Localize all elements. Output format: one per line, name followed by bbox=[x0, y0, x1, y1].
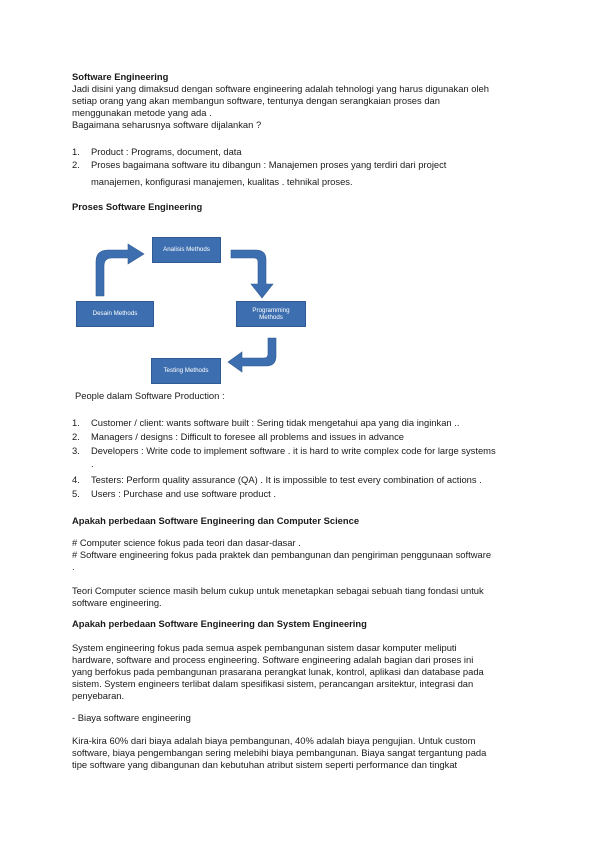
arrow-programming-to-testing bbox=[228, 338, 276, 372]
intro-line: Jadi disini yang dimaksud dengan software engineering adalah tehnologi yang harus digunakan oleh bbox=[72, 83, 489, 94]
biaya-paragraph-line: software, biaya pengembangan sering melebihi biaya pembangunan. Biaya sangat tergantung pada bbox=[72, 747, 487, 758]
testing-methods-box: Testing Methods bbox=[151, 358, 221, 384]
biaya-paragraph-line: tipe software yang dibangunan dan kebutuhan atribut sistem seperti performance dan tingkat bbox=[72, 759, 458, 770]
list-number: 4. bbox=[72, 474, 80, 485]
list-number: 1. bbox=[72, 417, 80, 428]
list-number: 3. bbox=[72, 445, 80, 456]
intro-line: setiap orang yang akan membangun software, tentunya dengan serangkaian proses dan bbox=[72, 95, 440, 106]
people-heading: People dalam Software Production : bbox=[75, 390, 225, 401]
list-item: Proses bagaimana software itu dibangun : Manajemen proses yang terdiri dari project bbox=[91, 159, 447, 170]
list-number: 5. bbox=[72, 488, 80, 499]
list-item: Developers : Write code to implement software . it is hard to write complex code for large systems bbox=[91, 445, 496, 456]
arrow-analisis-to-programming bbox=[231, 250, 273, 298]
list-item: Product : Programs, document, data bbox=[91, 146, 242, 157]
arrow-design-to-analisis bbox=[96, 244, 144, 296]
analisis-methods-box: Analisis Methods bbox=[152, 237, 221, 263]
list-number: 2. bbox=[72, 431, 80, 442]
cs-line: . bbox=[72, 561, 75, 572]
se-paragraph-line: hardware, software and process engineering. Software engineering adalah bagian dari proses ini bbox=[72, 654, 474, 665]
list-item-continuation: . bbox=[91, 458, 94, 469]
list-number: 2. bbox=[72, 159, 80, 170]
programming-methods-box: Programming Methods bbox=[236, 301, 306, 327]
cs-line: # Computer science fokus pada teori dan dasar-dasar . bbox=[72, 537, 301, 548]
cs-paragraph-line: Teori Computer science masih belum cukup untuk menetapkan sebagai sebuah tiang fondasi untuk bbox=[72, 585, 484, 596]
question-line: Bagaimana seharusnya software dijalankan ? bbox=[72, 119, 262, 130]
se-paragraph-line: penyebaran. bbox=[72, 690, 125, 701]
biaya-heading: - Biaya software engineering bbox=[72, 712, 191, 723]
list-item-continuation: manajemen, konfigurasi manajemen, kualitas . tehnikal proses. bbox=[91, 176, 353, 187]
list-item: Customer / client: wants software built : Sering tidak mengetahui apa yang dia inginkan .. bbox=[91, 417, 460, 428]
cs-paragraph-line: software engineering. bbox=[72, 597, 162, 608]
list-item: Managers / designs : Difficult to foresee all problems and issues in advance bbox=[91, 431, 405, 442]
list-number: 1. bbox=[72, 146, 80, 157]
list-item: Testers: Perform quality assurance (QA) . It is impossible to test every combination of actions . bbox=[91, 474, 482, 485]
se-paragraph-line: sistem. System engineers terlibat dalam spesifikasi sistem, perancangan arsitektur, integrasi dan bbox=[72, 678, 474, 689]
heading-cs: Apakah perbedaan Software Engineering dan Computer Science bbox=[72, 515, 360, 526]
intro-line: menggunakan metode yang ada . bbox=[72, 107, 212, 118]
heading-se: Apakah perbedaan Software Engineering dan System Engineering bbox=[72, 618, 367, 629]
desain-methods-box: Desain Methods bbox=[76, 301, 154, 327]
se-paragraph-line: System engineering fokus pada semua aspek pembangunan sistem dasar komputer meliputi bbox=[72, 642, 457, 653]
biaya-paragraph-line: Kira-kira 60% dari biaya adalah biaya pembangunan, 40% adalah biaya pengujian. Untuk custom bbox=[72, 735, 476, 746]
heading-proses: Proses Software Engineering bbox=[72, 201, 203, 212]
cs-line: # Software engineering fokus pada praktek dan pembangunan dan pengiriman penggunaan software bbox=[72, 549, 492, 560]
list-item: Users : Purchase and use software product . bbox=[91, 488, 276, 499]
se-paragraph-line: yang berfokus pada pembangunan prasarana perangkat lunak, kontrol, aplikasi dan database pada bbox=[72, 666, 484, 677]
document-title: Software Engineering bbox=[72, 71, 169, 82]
